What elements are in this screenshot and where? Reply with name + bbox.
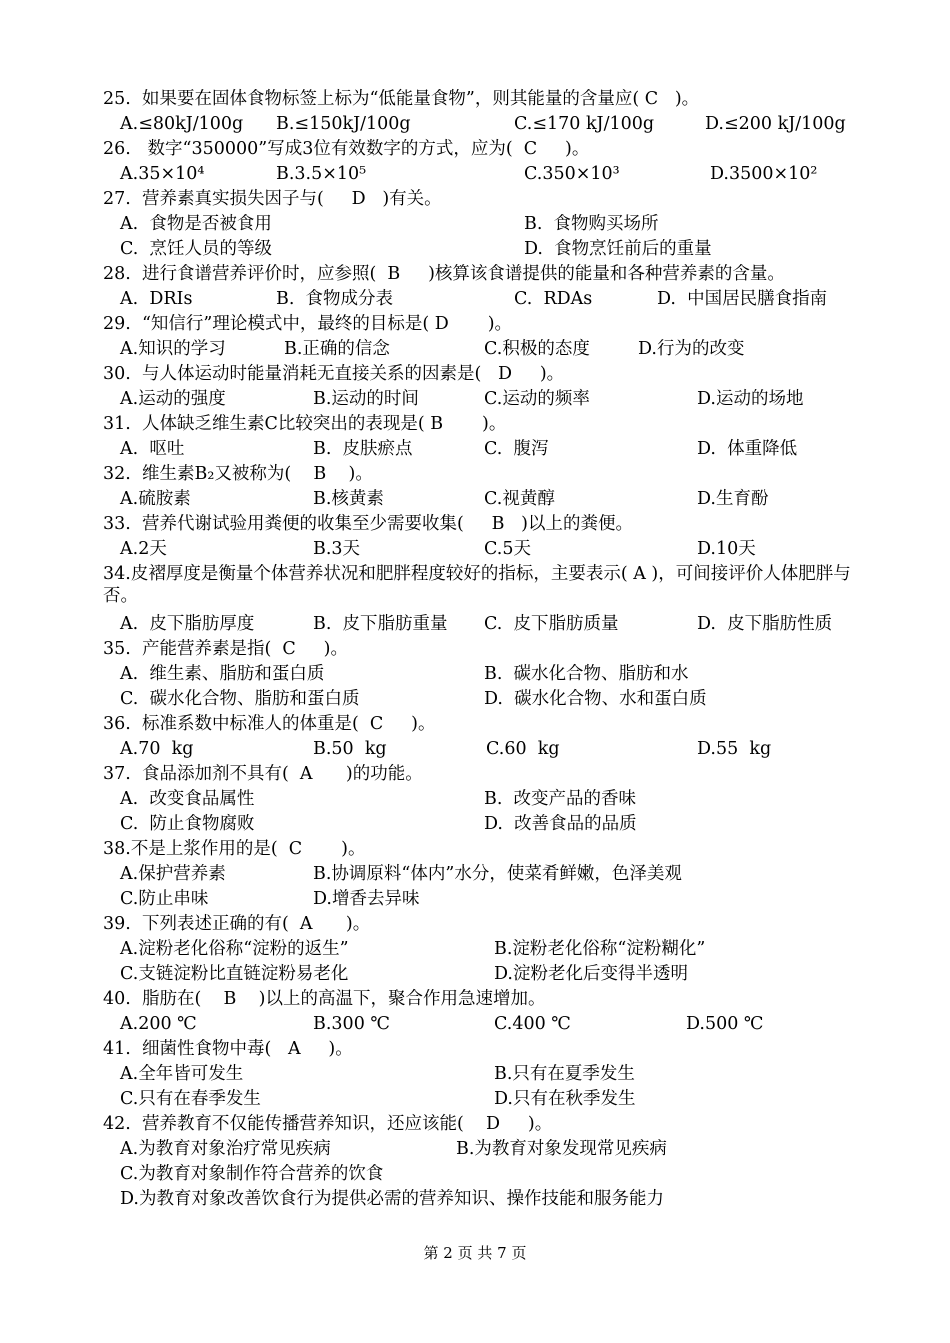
q36-option-c: C.60 kg xyxy=(486,739,560,759)
q34-option-b: B. 皮下脂肪重量 xyxy=(313,614,448,634)
q27-option-b: B. 食物购买场所 xyxy=(524,214,659,234)
q42-option-c: C.为教育对象制作符合营养的饮食 xyxy=(120,1164,384,1184)
q26-option-b: B.3.5×10⁵ xyxy=(276,164,367,184)
q41-option-a: A.全年皆可发生 xyxy=(120,1064,244,1084)
q29-option-b: B.正确的信念 xyxy=(284,339,390,359)
q40-option-b: B.300 ℃ xyxy=(313,1014,390,1034)
question-42-stem: 42. 营养教育不仅能传播营养知识，还应该能( D )。 xyxy=(103,1114,553,1134)
q39-option-d: D.淀粉老化后变得半透明 xyxy=(494,964,688,984)
q36-option-b: B.50 kg xyxy=(313,739,387,759)
q33-option-d: D.10天 xyxy=(697,539,756,559)
q33-option-b: B.3天 xyxy=(313,539,361,559)
q41-option-d: D.只有在秋季发生 xyxy=(494,1089,636,1109)
q33-option-a: A.2天 xyxy=(120,539,167,559)
q39-option-a: A.淀粉老化俗称“淀粉的返生” xyxy=(120,939,349,959)
q35-option-b: B. 碳水化合物、脂肪和水 xyxy=(484,664,689,684)
q40-option-d: D.500 ℃ xyxy=(686,1014,764,1034)
q26-option-a: A.35×10⁴ xyxy=(120,164,205,184)
q31-option-d: D. 体重降低 xyxy=(697,439,798,459)
question-37-stem: 37. 食品添加剂不具有( A )的功能。 xyxy=(103,764,423,784)
q37-option-c: C. 防止食物腐败 xyxy=(120,814,255,834)
q31-option-b: B. 皮肤瘀点 xyxy=(313,439,413,459)
q31-option-c: C. 腹泻 xyxy=(484,439,549,459)
page-footer: 第 2 页 共 7 页 xyxy=(423,1244,527,1262)
q29-option-d: D.行为的改变 xyxy=(638,339,745,359)
question-32-stem: 32. 维生素B₂又被称为( B )。 xyxy=(103,464,373,484)
q28-option-d: D. 中国居民膳食指南 xyxy=(657,289,828,309)
q40-option-c: C.400 ℃ xyxy=(494,1014,571,1034)
q27-option-a: A. 食物是否被食用 xyxy=(120,214,272,234)
q38-option-d: D.增香去异味 xyxy=(313,889,420,909)
q28-option-a: A. DRIs xyxy=(120,289,193,309)
q37-option-b: B. 改变产品的香味 xyxy=(484,789,637,809)
question-33-stem: 33. 营养代谢试验用粪便的收集至少需要收集( B )以上的粪便。 xyxy=(103,514,633,534)
question-39-stem: 39. 下列表述正确的有( A )。 xyxy=(103,914,371,934)
q33-option-c: C.5天 xyxy=(484,539,531,559)
q39-option-b: B.淀粉老化俗称“淀粉糊化” xyxy=(494,939,706,959)
q28-option-c: C. RDAs xyxy=(514,289,593,309)
q25-option-c: C.≤170 kJ/100g xyxy=(514,114,655,134)
q35-option-d: D. 碳水化合物、水和蛋白质 xyxy=(484,689,707,709)
q35-option-a: A. 维生素、脂肪和蛋白质 xyxy=(120,664,325,684)
q25-option-a: A.≤80kJ/100g xyxy=(120,114,244,134)
question-28-stem: 28. 进行食谱营养评价时，应参照( B )核算该食谱提供的能量和各种营养素的含量。 xyxy=(103,264,785,284)
question-31-stem: 31. 人体缺乏维生素C比较突出的表现是( B )。 xyxy=(103,414,507,434)
q41-option-c: C.只有在春季发生 xyxy=(120,1089,261,1109)
question-38-stem: 38.不是上浆作用的是( C )。 xyxy=(103,839,366,859)
q30-option-c: C.运动的频率 xyxy=(484,389,590,409)
q34-option-a: A. 皮下脂肪厚度 xyxy=(120,614,255,634)
question-35-stem: 35. 产能营养素是指( C )。 xyxy=(103,639,348,659)
q26-option-c: C.350×10³ xyxy=(524,164,620,184)
q38-option-a: A.保护营养素 xyxy=(120,864,226,884)
question-27-stem: 27. 营养素真实损失因子与( D )有关。 xyxy=(103,189,442,209)
q41-option-b: B.只有在夏季发生 xyxy=(494,1064,635,1084)
q40-option-a: A.200 ℃ xyxy=(120,1014,197,1034)
question-25-stem: 25. 如果要在固体食物标签上标为“低能量食物”，则其能量的含量应( C )。 xyxy=(103,89,700,109)
q32-option-b: B.核黄素 xyxy=(313,489,384,509)
q30-option-d: D.运动的场地 xyxy=(697,389,804,409)
q32-option-c: C.视黄醇 xyxy=(484,489,555,509)
q25-option-d: D.≤200 kJ/100g xyxy=(705,114,846,134)
question-29-stem: 29. “知信行”理论模式中，最终的目标是( D )。 xyxy=(103,314,513,334)
q34-option-c: C. 皮下脂肪质量 xyxy=(484,614,619,634)
q29-option-a: A.知识的学习 xyxy=(120,339,226,359)
q39-option-c: C.支链淀粉比直链淀粉易老化 xyxy=(120,964,349,984)
q25-option-b: B.≤150kJ/100g xyxy=(276,114,411,134)
question-36-stem: 36. 标准系数中标准人的体重是( C )。 xyxy=(103,714,436,734)
question-30-stem: 30. 与人体运动时能量消耗无直接关系的因素是( D )。 xyxy=(103,364,565,384)
q38-option-b: B.协调原料“体内”水分，使菜肴鲜嫩，色泽美观 xyxy=(313,864,682,884)
q35-option-c: C. 碳水化合物、脂肪和蛋白质 xyxy=(120,689,360,709)
q38-option-c: C.防止串味 xyxy=(120,889,209,909)
q42-option-a: A.为教育对象治疗常见疾病 xyxy=(120,1139,331,1159)
q30-option-a: A.运动的强度 xyxy=(120,389,226,409)
q31-option-a: A. 呕吐 xyxy=(120,439,185,459)
q28-option-b: B. 食物成分表 xyxy=(276,289,394,309)
q26-option-d: D.3500×10² xyxy=(710,164,818,184)
q37-option-a: A. 改变食品属性 xyxy=(120,789,255,809)
q29-option-c: C.积极的态度 xyxy=(484,339,590,359)
q30-option-b: B.运动的时间 xyxy=(313,389,419,409)
q27-option-c: C. 烹饪人员的等级 xyxy=(120,239,272,259)
question-34-stem: 34.皮褶厚度是衡量个体营养状况和肥胖程度较好的指标，主要表示( A )，可间接评价人体肥胖与否。 xyxy=(103,564,851,606)
question-41-stem: 41. 细菌性食物中毒( A )。 xyxy=(103,1039,353,1059)
q32-option-d: D.生育酚 xyxy=(697,489,769,509)
question-40-stem: 40. 脂肪在( B )以上的高温下，聚合作用急速增加。 xyxy=(103,989,546,1009)
q34-option-d: D. 皮下脂肪性质 xyxy=(697,614,833,634)
q42-option-d: D.为教育对象改善饮食行为提供必需的营养知识、操作技能和服务能力 xyxy=(120,1189,664,1209)
q27-option-d: D. 食物烹饪前后的重量 xyxy=(524,239,712,259)
q37-option-d: D. 改善食品的品质 xyxy=(484,814,637,834)
question-26-stem: 26. 数字“350000”写成3位有效数字的方式，应为( C )。 xyxy=(103,139,590,159)
q32-option-a: A.硫胺素 xyxy=(120,489,191,509)
q36-option-a: A.70 kg xyxy=(120,739,194,759)
q42-option-b: B.为教育对象发现常见疾病 xyxy=(456,1139,667,1159)
q36-option-d: D.55 kg xyxy=(697,739,772,759)
